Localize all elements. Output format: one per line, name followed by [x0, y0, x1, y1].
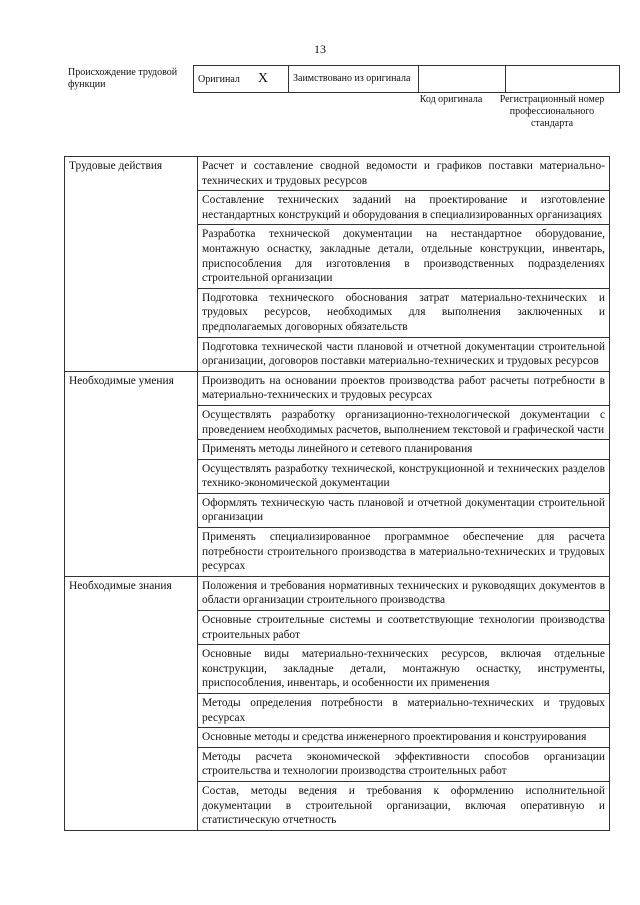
- registration-cell: [506, 66, 620, 93]
- table-cell: Оформлять техническую часть плановой и отчетной документации строительной организации: [198, 493, 610, 527]
- table-cell: Подготовка технической части плановой и отчетной документации строительной организации, договоров поставки материально-технических и трудовых ресурсов: [198, 337, 610, 371]
- table-cell: Применять специализированное программное обеспечение для расчета потребности строительного производства в материально-технических и трудовых ресурсах: [198, 528, 610, 577]
- labor-function-table: [64, 156, 610, 831]
- table-cell: Методы расчета экономической эффективности способов организации строительства и технологии производства строительных работ: [198, 747, 610, 781]
- table-cell: Методы определения потребности в материально-технических и трудовых ресурсах: [198, 694, 610, 728]
- page-number: 13: [314, 42, 326, 56]
- registration-caption: Регистрационный номер профессионального стандарта: [499, 94, 605, 129]
- table-cell: Подготовка технического обоснования затрат материально-технических и трудовых ресурсов, необходимых для выполнения заключенных и предполагаемых договорных обязательств: [198, 288, 610, 337]
- original-mark: X: [257, 71, 269, 86]
- table-row: [65, 371, 610, 405]
- code-cell: [419, 66, 506, 93]
- origin-table: [193, 65, 620, 93]
- table-cell: Осуществлять разработку организационно-технологической документации с проведением необходимых расчетов, выполнением текстовой и графической части: [198, 405, 610, 439]
- table-cell: Разработка технической документации на нестандартное оборудование, монтажную оснастку, закладные детали, отдельные конструкции, инвентарь, приспособления для изготовления в производственных подразделениях строительной организации: [198, 225, 610, 288]
- table-cell: Составление технических заданий на проектирование и изготовление нестандартных конструкций и оборудования в специализированных организациях: [198, 191, 610, 225]
- table-cell: Основные виды материально-технических ресурсов, включая отдельные конструкции, закладные детали, монтажную оснастку, инструменты, приспособления, инвентарь, и особенности их применения: [198, 645, 610, 694]
- table-cell: Применять методы линейного и сетевого планирования: [198, 440, 610, 460]
- table-cell: Состав, методы ведения и требования к оформлению исполнительной документации в строительной организации, включая оперативную и статистическую отчетность: [198, 781, 610, 830]
- section-title: Необходимые умения: [65, 371, 198, 576]
- table-row: [65, 157, 610, 191]
- original-label: Оригинал: [198, 74, 240, 85]
- table-cell: Положения и требования нормативных технических и руководящих документов в области организации строительного производства: [198, 576, 610, 610]
- table-cell: Расчет и составление сводной ведомости и графиков поставки материально-технических и трудовых ресурсов: [198, 157, 610, 191]
- origin-label: Происхождение трудовой функции: [68, 67, 178, 90]
- table-row: [65, 576, 610, 610]
- table-cell: Осуществлять разработку технической, конструкционной и технических разделов технико-экономической документации: [198, 459, 610, 493]
- table-cell: Основные методы и средства инженерного проектирования и конструирования: [198, 728, 610, 748]
- code-caption: Код оригинала: [419, 94, 483, 105]
- table-cell: Основные строительные системы и соответствующие технологии производства строительных работ: [198, 611, 610, 645]
- original-cell: [194, 66, 289, 93]
- borrowed-cell: Заимствовано из оригинала: [289, 66, 419, 93]
- table-cell: Производить на основании проектов производства работ расчеты потребности в материально-технических и трудовых ресурсах: [198, 371, 610, 405]
- section-title: Трудовые действия: [65, 157, 198, 372]
- section-title: Необходимые знания: [65, 576, 198, 830]
